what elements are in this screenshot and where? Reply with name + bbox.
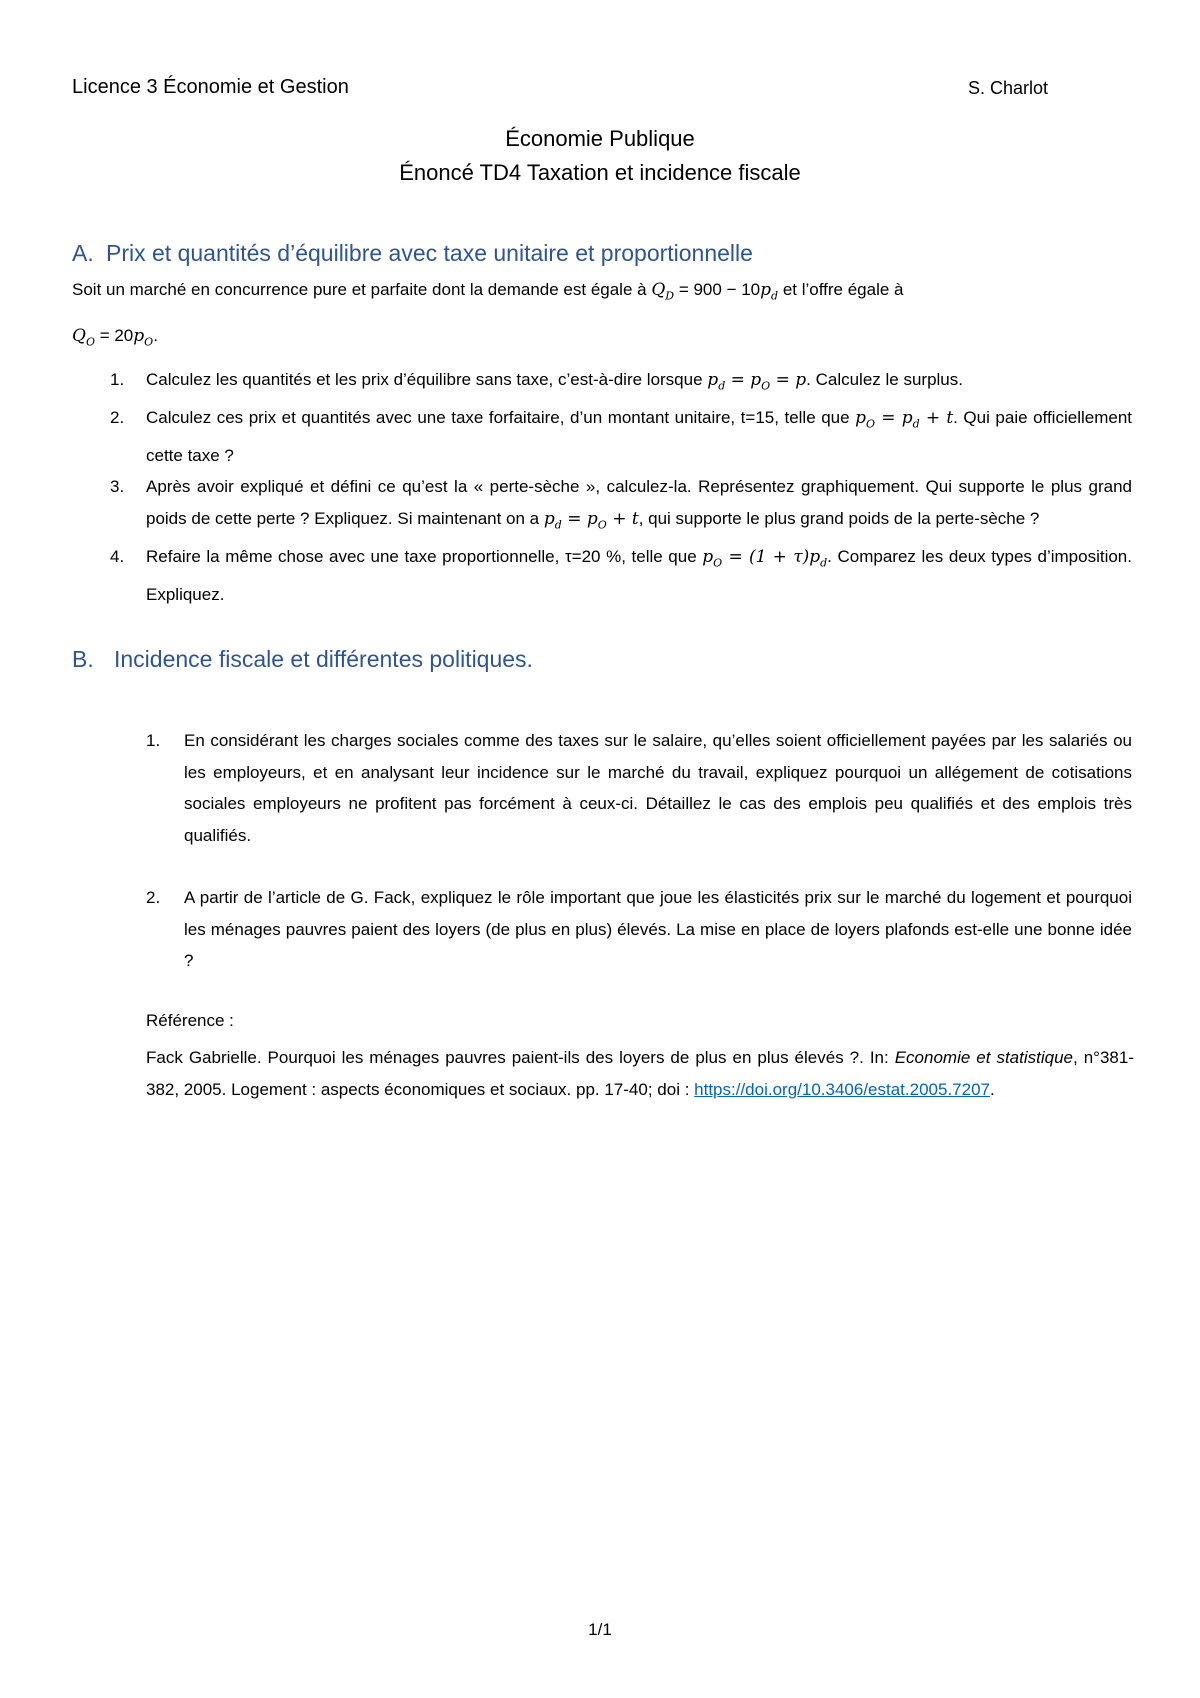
item-number: 1.	[146, 731, 161, 750]
demand-symbol: $Q_D$	[651, 280, 675, 303]
reference-label: Référence :	[146, 1011, 234, 1030]
section-b-questions	[72, 725, 1132, 977]
doi-link[interactable]: https://doi.org/10.3406/estat.2005.7207	[694, 1079, 990, 1099]
section-b-heading	[72, 646, 533, 673]
intro-text: Soit un marché en concurrence pure et parfaite dont la demande est égale à	[72, 280, 647, 299]
reference-journal: Economie et statistique	[894, 1048, 1073, 1067]
reference-citation	[146, 1042, 1134, 1105]
demand-equation: = 900 − 10	[678, 280, 761, 299]
item-text: Calculez les quantités et les prix d’équilibre sans taxe, c’est-à-dire lorsque	[146, 370, 703, 389]
item-formula: $p_d = p_O + t$	[543, 508, 639, 532]
header-author: S. Charlot	[967, 78, 1048, 98]
section-a-intro	[72, 276, 1128, 310]
section-a-heading	[72, 240, 753, 267]
supply-text: et l’offre égale à	[782, 280, 904, 299]
list-item	[72, 882, 1132, 977]
section-b-title: Incidence fiscale et différentes politiques.	[114, 646, 533, 672]
item-text: A partir de l’article de G. Fack, expliquez le rôle important que joue les élasticités prix sur le marché du logement et pourquoi les ménages pauvres paient des loyers (de plus en plus) élevés. La mise en place de loyers plafonds est-elle une bonne idée ?	[184, 888, 1132, 970]
item-text: Après avoir expliqué et défini ce qu’est la « perte-sèche », calculez-la. Représentez graphiquement. Qui supporte le plus grand poids de cette perte ? Expliquez. Si maintenant on a	[146, 477, 1132, 528]
item-number: 2.	[110, 407, 125, 427]
item-number: 3.	[110, 477, 125, 497]
supply-equation: = 20	[99, 326, 134, 345]
section-a-supply: $Q_O = 20p_O$.	[72, 326, 158, 349]
section-a-questions	[72, 364, 1132, 610]
item-formula: $p_d = p_O = p$	[707, 370, 807, 393]
item-number: 4.	[110, 546, 125, 566]
reference-authors-title: Fack Gabrielle. Pourquoi les ménages pauvres paient-ils des loyers de plus en plus élevés ?. In:	[146, 1048, 895, 1067]
section-a-title: Prix et quantités d’équilibre avec taxe unitaire et proportionnelle	[106, 240, 753, 266]
item-number: 1.	[110, 370, 125, 389]
item-formula: $p_O = (1 + \tau)p_d$	[702, 546, 828, 570]
list-item	[72, 471, 1132, 540]
item-text: Refaire la même chose avec une taxe proportionnelle, τ=20 %, telle que	[146, 546, 697, 566]
header-course: Licence 3 Économie et Gestion	[72, 76, 349, 98]
item-formula: $p_O = p_d + t$	[855, 407, 954, 431]
item-text-end: . Calculez le surplus.	[806, 370, 963, 389]
reference-details: , n°381-382, 2005. Logement : aspects économiques et sociaux. pp. 17-40; doi :	[146, 1048, 1134, 1099]
supply-price-symbol: $p_O$	[133, 326, 154, 349]
supply-symbol: $Q_O$	[72, 326, 95, 349]
document-title: Économie Publique	[505, 126, 695, 151]
item-number: 2.	[146, 888, 161, 907]
reference-end: .	[989, 1079, 995, 1099]
document-subtitle: Énoncé TD4 Taxation et incidence fiscale	[399, 160, 801, 185]
list-item	[72, 541, 1132, 610]
section-a-letter: A.	[72, 240, 94, 266]
list-item	[72, 402, 1132, 471]
item-text-end: . Qui paie officiellement cette taxe ?	[146, 407, 1132, 465]
list-item	[72, 725, 1132, 851]
item-text-end: . Comparez les deux types d’imposition. Expliquez.	[146, 546, 1132, 604]
section-b-letter: B.	[72, 646, 94, 672]
item-text-end: , qui supporte le plus grand poids de la perte-sèche ?	[638, 508, 1040, 528]
demand-price-symbol: $p_d$	[760, 280, 779, 303]
item-text: En considérant les charges sociales comme des taxes sur le salaire, qu’elles soient officiellement payées par les salariés ou les employeurs, et en analysant leur incidence sur le marché du travail, expliquez pourquoi un allégement de cotisations sociales employeurs ne profitent pas forcément à ceux-ci. Détaillez le cas des emplois peu qualifiés et des emplois très qualifiés.	[184, 731, 1132, 845]
list-item	[72, 364, 1132, 402]
page-number: 1/1	[588, 1620, 612, 1639]
item-text: Calculez ces prix et quantités avec une taxe forfaitaire, d’un montant unitaire, t=15, telle que	[146, 407, 850, 427]
